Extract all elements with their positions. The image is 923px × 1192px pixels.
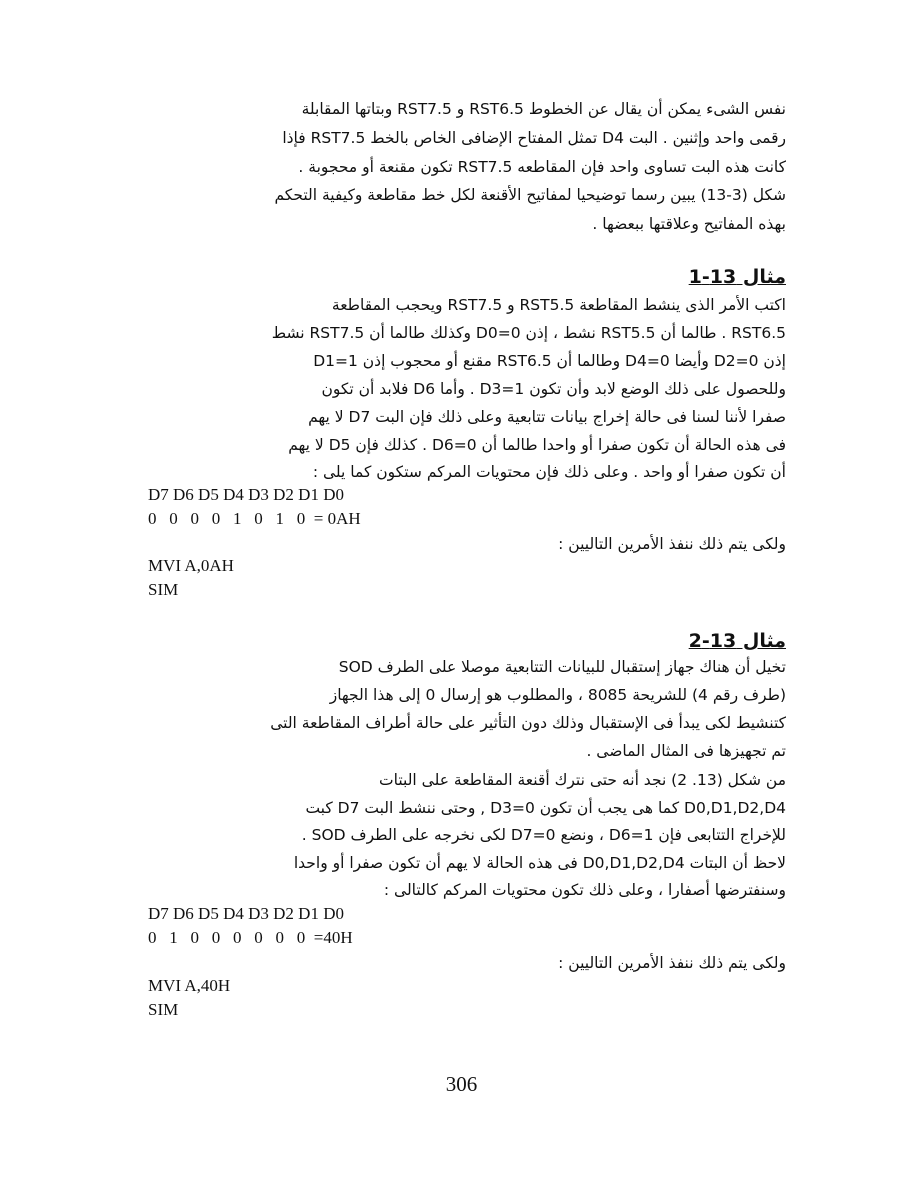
intro-line: بهذه المفاتيح وعلاقتها ببعضها . [592, 215, 786, 233]
example2-line: كتنشيط لكى يبدأ فى الإستقبال وذلك دون التأثير على حالة أطراف المقاطعة التى [270, 714, 786, 732]
example2-line: لاحظ أن البتات D0,D1,D2,D4 فى هذه الحالة لا يهم أن تكون صفرا أو واحدا [293, 854, 786, 872]
example1-line: اكتب الأمر الذى ينشط المقاطعة RST5.5 و RST7.5 ويحجب المقاطعة [331, 296, 786, 314]
example1-line: وللحصول على ذلك الوضع لابد وأن تكون D3=1 . وأما D6 فلابد أن تكون [321, 380, 786, 398]
example2-instr-intro: ولكى يتم ذلك ننفذ الأمرين التاليين : [558, 954, 786, 972]
example1-heading: مثال 13-1 [688, 266, 786, 288]
intro-line: رقمى واحد وإثنين . البت D4 تمثل المفتاح الإضافى الخاص بالخط RST7.5 فإذا [282, 129, 786, 147]
example2-line: تخيل أن هناك جهاز إستقبال للبيانات التتابعية موصلا على الطرف SOD [338, 658, 786, 676]
example2-line: D0,D1,D2,D4 كما هى يجب أن تكون D3=0 , وحتى ننشط البت D7 كبت [305, 799, 786, 817]
example1-line: RST6.5 . طالما أن RST5.5 نشط ، إذن D0=0 وكذلك طالما أن RST7.5 نشط [271, 324, 786, 342]
example1-line: إذن D2=0 وأيضا D4=0 وطالما أن RST6.5 مقنع أو محجوب إذن D1=1 [313, 352, 786, 370]
example2-instr1: MVI A,40H [148, 976, 231, 995]
example1-line: أن تكون صفرا أو واحد . وعلى ذلك فإن محتويات المركم ستكون كما يلى : [312, 463, 786, 481]
example2-line: للإخراج التتابعى فإن D6=1 ، ونضع D7=0 لكى نخرجه على الطرف SOD . [301, 826, 786, 844]
intro-line: شكل (3-13) يبين رسما توضيحيا لمفاتيح الأقنعة لكل خط مقاطعة وكيفية التحكم [274, 186, 786, 204]
example1-bits-header: D7 D6 D5 D4 D3 D2 D1 D0 [148, 485, 344, 504]
intro-line: كانت هذه البت تساوى واحد فإن المقاطعه RST7.5 تكون مقنعة أو محجوبة . [298, 158, 786, 176]
example2-line: وسنفترضها أصفارا ، وعلى ذلك تكون محتويات المركم كالتالى : [383, 881, 786, 899]
example1-line: فى هذه الحالة أن تكون صفرا أو واحدا طالما أن D6=0 . كذلك فإن D5 لا يهم [288, 436, 786, 454]
example2-bits-values: 0 1 0 0 0 0 0 0 =40H [148, 928, 353, 947]
example2-instr2: SIM [148, 1000, 179, 1019]
example2-line: تم تجهيزها فى المثال الماضى . [586, 742, 786, 760]
example1-instr2: SIM [148, 580, 179, 599]
intro-line: نفس الشىء يمكن أن يقال عن الخطوط RST6.5 و RST7.5 وبتاتها المقابلة [301, 100, 786, 118]
example2-line: (طرف رقم 4) للشريحة 8085 ، والمطلوب هو إرسال 0 إلى هذا الجهاز [329, 686, 786, 704]
example1-instr-intro: ولكى يتم ذلك ننفذ الأمرين التاليين : [558, 535, 786, 553]
example2-line: من شكل (13. 2) نجد أنه حتى نترك أقنعة المقاطعة على البتات [379, 771, 786, 789]
example1-instr1: MVI A,0AH [148, 556, 234, 575]
example2-bits-header: D7 D6 D5 D4 D3 D2 D1 D0 [148, 904, 344, 923]
example1-bits-values: 0 0 0 0 1 0 1 0 = 0AH [148, 509, 361, 528]
example2-heading: مثال 13-2 [688, 630, 786, 652]
page-number: 306 [445, 1072, 478, 1096]
example1-line: صفرا لأننا لسنا فى حالة إخراج بيانات تتابعية وعلى ذلك فإن البت D7 لا يهم [308, 408, 786, 426]
